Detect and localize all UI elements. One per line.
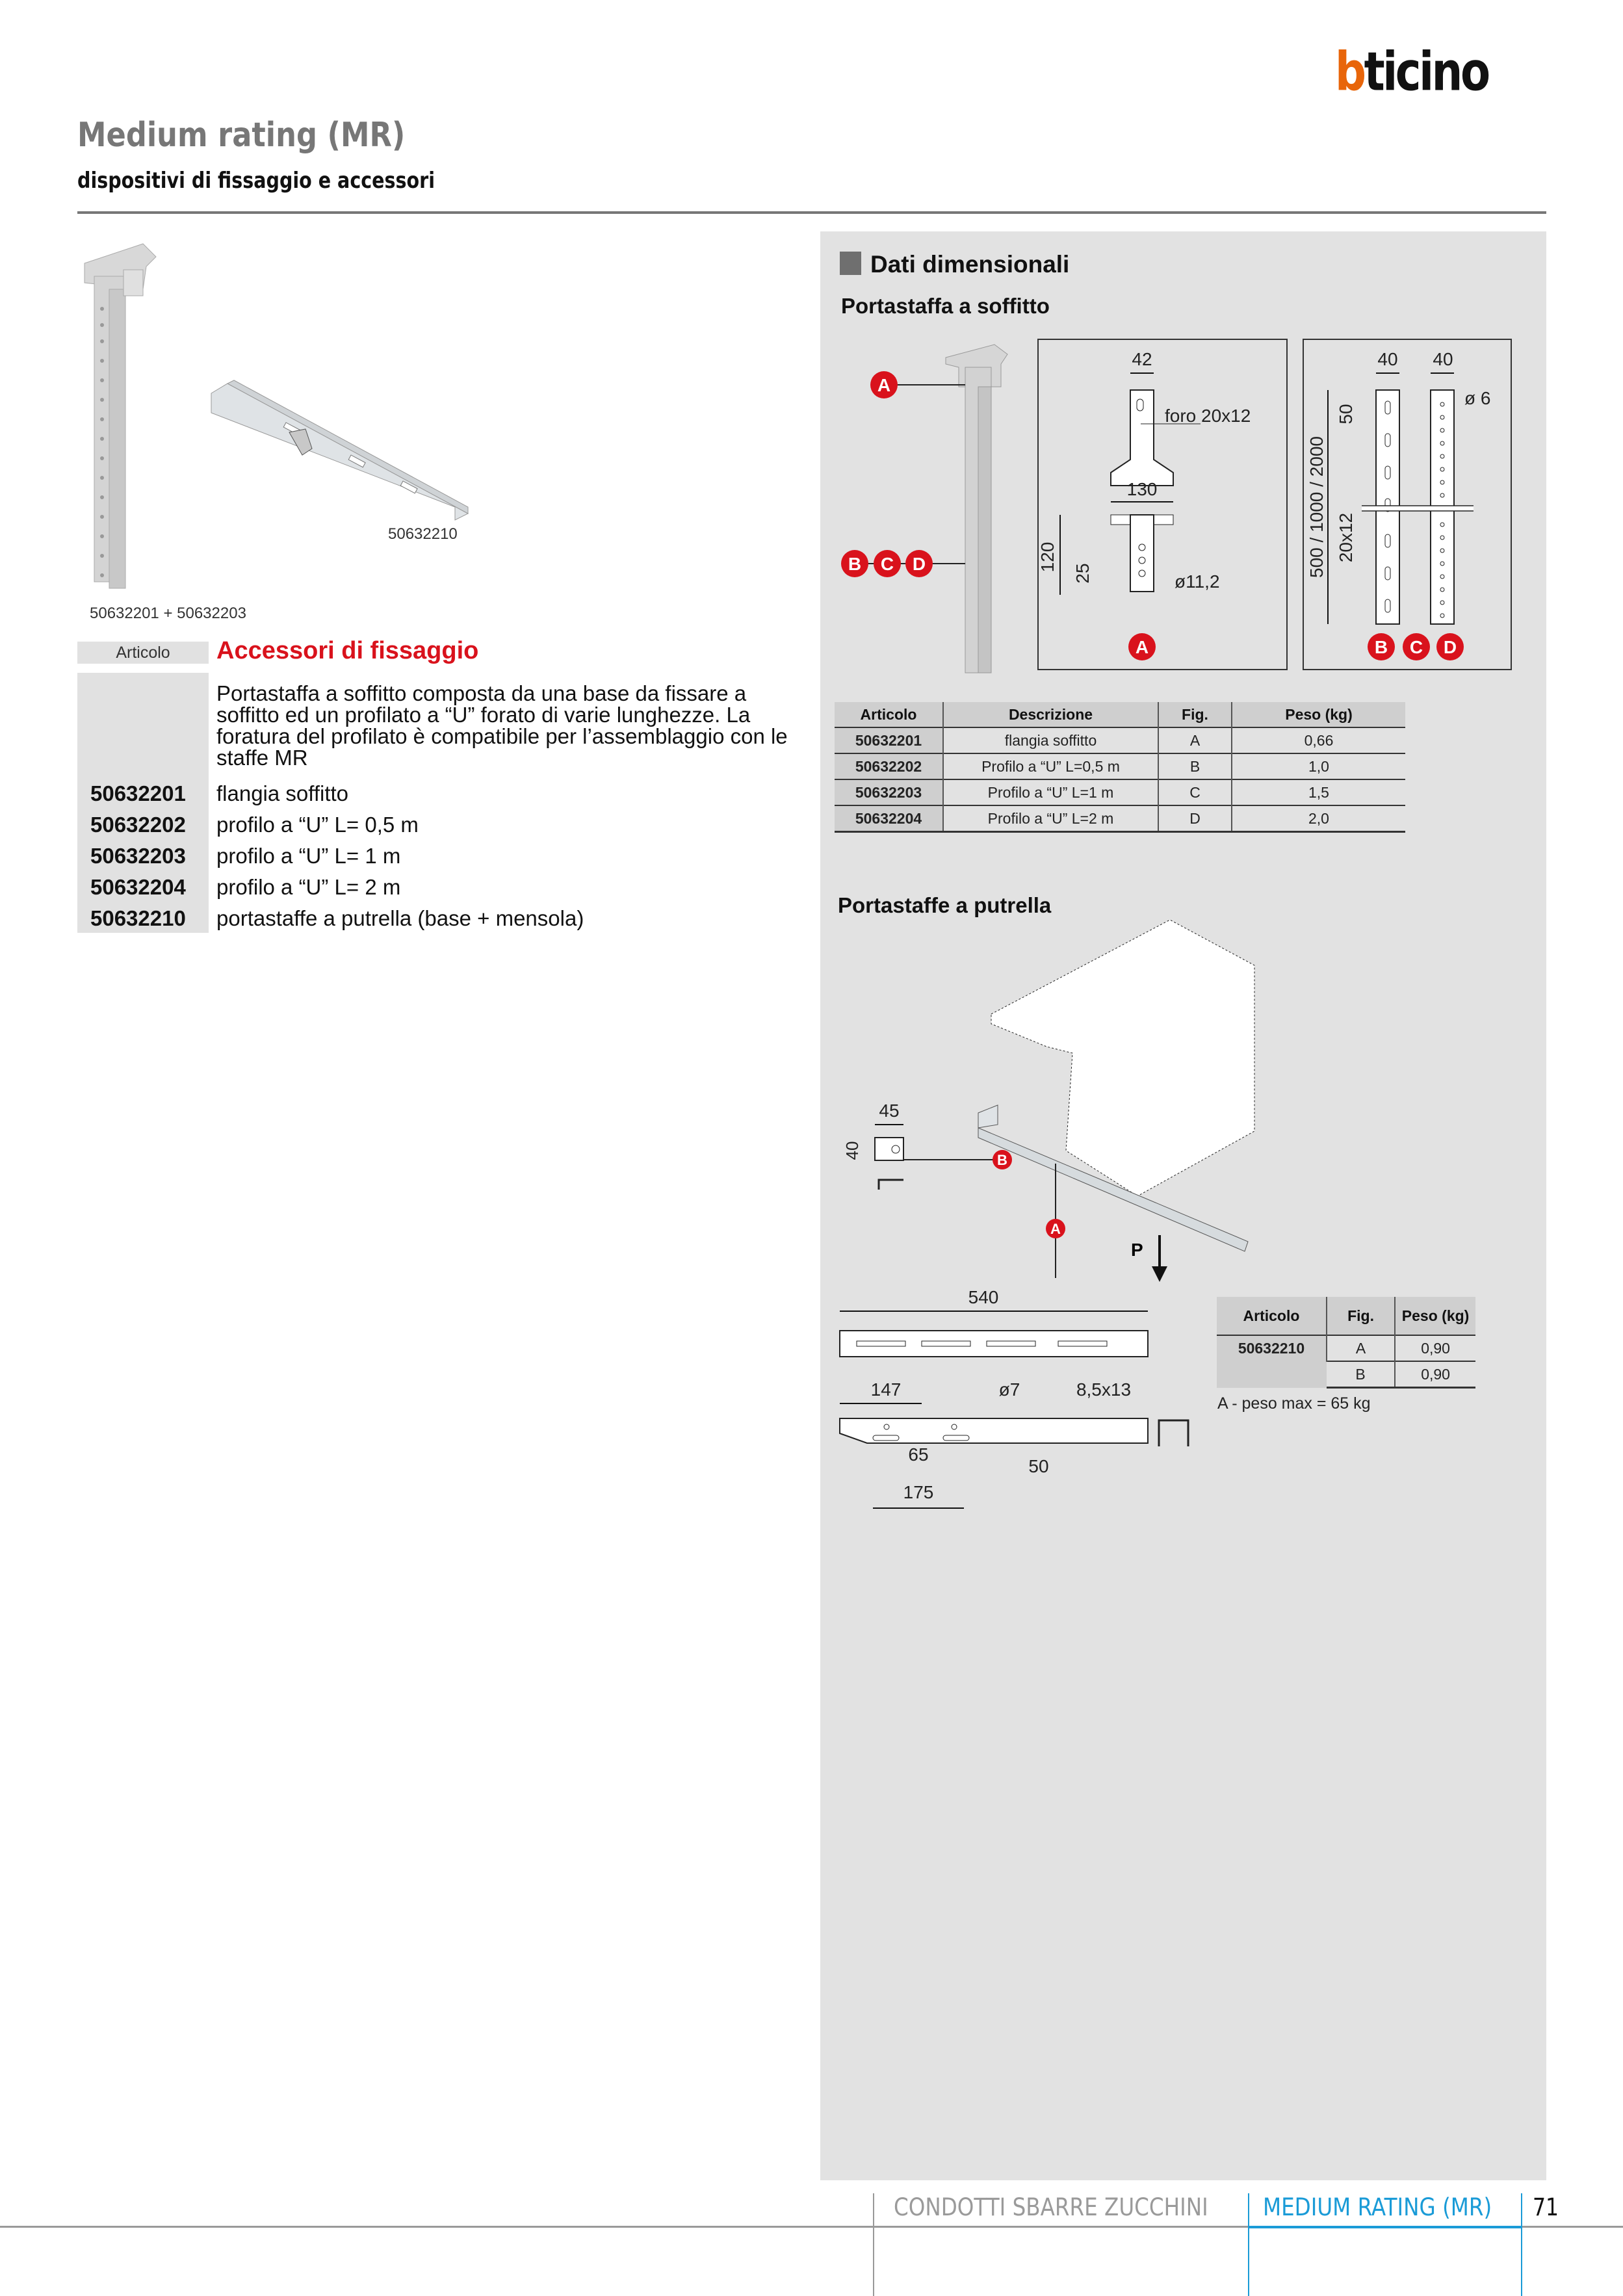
table-row: 50632202 Profilo a “U” L=0,5 m B 1,0: [835, 753, 1405, 779]
svg-text:A: A: [1135, 637, 1149, 657]
svg-text:50: 50: [1028, 1456, 1049, 1476]
svg-text:175: 175: [903, 1482, 934, 1502]
svg-text:40: 40: [1377, 349, 1398, 369]
svg-text:foro 20x12: foro 20x12: [1165, 406, 1251, 426]
svg-text:130: 130: [1126, 479, 1158, 499]
svg-text:D: D: [1443, 637, 1457, 657]
svg-text:C: C: [1409, 637, 1423, 657]
page-title: Medium rating (MR): [77, 116, 406, 155]
figure-bcd-drawing: [1303, 339, 1513, 671]
svg-text:50: 50: [1336, 404, 1356, 424]
bticino-logo: bticino: [1335, 41, 1488, 103]
page-number: 71: [1533, 2193, 1559, 2221]
svg-text:40: 40: [1433, 349, 1453, 369]
beam-bracket-title: Portastaffe a putrella: [838, 893, 1052, 917]
svg-text:45: 45: [879, 1101, 900, 1121]
article-code: 50632201: [90, 781, 186, 805]
svg-text:25: 25: [1072, 563, 1093, 584]
svg-text:ø 6: ø 6: [1464, 388, 1491, 408]
svg-text:B: B: [1374, 637, 1388, 657]
svg-text:500 / 1000 / 2000: 500 / 1000 / 2000: [1306, 436, 1327, 578]
beam-bracket-caption: 50632210: [388, 525, 458, 543]
article-label: profilo a “U” L= 1 m: [216, 844, 401, 868]
table-header-row: [835, 702, 1405, 727]
svg-text:ø11,2: ø11,2: [1175, 571, 1220, 592]
svg-text:B: B: [848, 554, 862, 574]
col-peso: Peso (kg): [1395, 1297, 1475, 1335]
col-articolo: Articolo: [835, 702, 943, 727]
article-code: 50632203: [90, 844, 186, 868]
badge-a: [870, 371, 898, 398]
ceiling-bracket-image: [71, 237, 169, 601]
article-code: 50632202: [90, 813, 186, 837]
beam-bar-drawings: [837, 1284, 1201, 1518]
max-load-note: A - peso max = 65 kg: [1217, 1394, 1371, 1413]
article-row: [77, 872, 792, 903]
footer-catalog-section: CONDOTTI SBARRE ZUCCHINI: [894, 2193, 1208, 2221]
article-code: 50632210: [90, 906, 186, 930]
page-subtitle: dispositivi di fissaggio e accessori: [77, 168, 435, 194]
section-marker-icon: [840, 252, 861, 275]
article-column-header: Articolo: [77, 642, 209, 664]
ceiling-assembly-illustration: [838, 338, 1033, 676]
svg-text:ø7: ø7: [998, 1379, 1020, 1400]
svg-text:20x12: 20x12: [1336, 512, 1356, 563]
svg-text:40: 40: [842, 1141, 862, 1160]
article-row: [77, 841, 792, 872]
figure-a-drawing: [1038, 339, 1288, 671]
accessories-section-title: Accessori di fissaggio: [216, 637, 479, 664]
svg-text:A: A: [1050, 1221, 1061, 1237]
footer-separator: [873, 2193, 874, 2296]
article-label: flangia soffitto: [216, 781, 349, 805]
ceiling-bracket-title: Portastaffa a soffitto: [841, 294, 1050, 318]
ceiling-bracket-caption: 50632201 + 50632203: [90, 605, 246, 622]
accessories-description: Portastaffa a soffitto composta da una base da fissare a soffitto ed un profilato a “U” forato di varie lunghezze. La foratura del profilato è compatibile per l’assemblaggio con le staffe MR: [216, 681, 788, 770]
table-row: 50632201 flangia soffitto A 0,66: [835, 727, 1405, 753]
svg-text:B: B: [997, 1152, 1007, 1168]
figure-c-badge: [1403, 633, 1430, 660]
badge-c: [874, 550, 901, 577]
svg-text:8,5x13: 8,5x13: [1076, 1379, 1132, 1400]
article-code: 50632204: [90, 875, 186, 899]
svg-text:D: D: [912, 554, 926, 574]
article-row: [77, 809, 792, 841]
svg-text:C: C: [880, 554, 894, 574]
svg-text:147: 147: [870, 1379, 902, 1400]
clamp-detail-drawing: [842, 1092, 929, 1222]
load-label-p: P: [1131, 1240, 1143, 1260]
table-row: 50632203 Profilo a “U” L=1 m C 1,5: [835, 779, 1405, 805]
table-header-row: [1217, 1297, 1475, 1335]
table-row: 50632210 A 0,90: [1217, 1335, 1475, 1361]
col-fig: Fig.: [1327, 1297, 1395, 1335]
svg-text:120: 120: [1037, 541, 1058, 573]
figure-a-badge: [1128, 633, 1156, 660]
svg-text:42: 42: [1132, 349, 1152, 369]
ceiling-bracket-table: [835, 702, 1405, 833]
badge-d: [905, 550, 933, 577]
col-fig: Fig.: [1158, 702, 1232, 727]
beam-badge-b: [993, 1150, 1012, 1169]
svg-text:65: 65: [908, 1444, 929, 1465]
figure-b-badge: [1368, 633, 1395, 660]
article-label: portastaffe a putrella (base + mensola): [216, 906, 584, 930]
beam-bracket-table: [1217, 1297, 1475, 1389]
col-descrizione: Descrizione: [943, 702, 1158, 727]
col-articolo: Articolo: [1217, 1297, 1327, 1335]
article-row: [77, 903, 792, 934]
beam-bracket-image: [208, 384, 481, 533]
footer-chapter-underline: [1248, 2226, 1521, 2228]
article-label: profilo a “U” L= 0,5 m: [216, 813, 419, 837]
footer-chapter: MEDIUM RATING (MR): [1263, 2193, 1492, 2221]
header-divider: [77, 211, 1546, 214]
table-row: 50632204 Profilo a “U” L=2 m D 2,0: [835, 805, 1405, 832]
footer-separator: [1521, 2193, 1522, 2296]
beam-badge-a: [1046, 1219, 1065, 1238]
table-row: B 0,90: [1217, 1361, 1475, 1388]
dimensional-data-title: Dati dimensionali: [870, 251, 1070, 278]
svg-text:A: A: [877, 375, 891, 395]
article-label: profilo a “U” L= 2 m: [216, 875, 401, 899]
col-peso: Peso (kg): [1232, 702, 1405, 727]
article-row: [77, 778, 792, 809]
svg-text:540: 540: [968, 1287, 999, 1307]
figure-d-badge: [1436, 633, 1464, 660]
badge-b: [841, 550, 868, 577]
footer-separator: [1248, 2193, 1249, 2296]
